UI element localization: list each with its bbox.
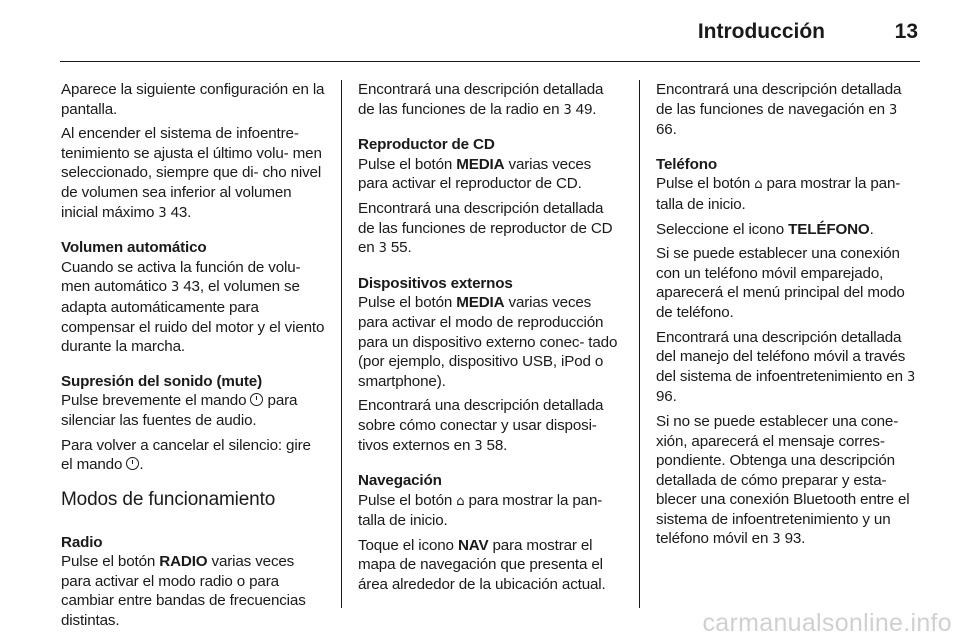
paragraph: Encontrará una descripción detallada sobre cómo conectar y usar disposi- tivos externos en 3 58.	[358, 397, 604, 454]
section-heading: Supresión del sonido (mute)	[61, 372, 262, 390]
page-ref-arrow-icon: 3	[906, 369, 916, 385]
column-2	[358, 80, 622, 600]
page-number: 13	[894, 20, 918, 43]
section-heading: Reproductor de CD	[358, 136, 495, 154]
section-phone: Teléfono Pulse el botón ⌂ para mostrar la pan- talla de inicio.	[656, 155, 920, 215]
paragraph: Aparece la siguiente configuración en la pantalla.	[61, 81, 325, 118]
icon-label-nav: NAV	[457, 536, 489, 554]
page-ref-arrow-icon: 3	[889, 102, 898, 118]
home-icon: ⌂	[456, 493, 465, 509]
section-radio: Radio Pulse el botón RADIO varias veces para activar el modo radio o para cambiar entre bandas de frecuencias distintas.	[61, 533, 325, 631]
paragraph: Si se puede establecer una conexión con un teléfono móvil emparejado, aparecerá el menú principal del modo de teléfono.	[656, 245, 905, 321]
section-external: Dispositivos externos Pulse el botón MEDIA varias veces para activar el modo de reproducción para un dispositivo externo conec- tado (por ejemplo, dispositivo USB, iPod o smartphone).	[358, 274, 622, 392]
section-heading: Dispositivos externos	[358, 274, 513, 292]
paragraph: Para volver a cancelar el silencio: gire el mando .	[61, 436, 311, 474]
home-icon: ⌂	[754, 177, 763, 193]
column-3	[656, 80, 920, 555]
page-ref-arrow-icon: 3	[158, 205, 167, 221]
header-rule	[60, 61, 920, 62]
button-label-media: MEDIA	[456, 155, 505, 173]
page-ref-arrow-icon: 3	[378, 241, 387, 257]
column-divider	[341, 80, 342, 608]
paragraph: Encontrará una descripción detallada de las funciones de navegación en 3 66.	[656, 81, 902, 139]
column-1	[61, 80, 325, 636]
watermark: carmanualsonline.info	[702, 609, 952, 637]
page-ref-arrow-icon: 3	[563, 102, 572, 118]
section-heading: Teléfono	[656, 155, 717, 173]
page-title: Introducción	[697, 20, 825, 43]
page-ref-arrow-icon: 3	[474, 438, 483, 454]
column-divider	[639, 80, 640, 608]
paragraph: Si no se puede establecer una cone- xión, aparecerá el mensaje corres- pondiente. Obtenga una descripción detallada de cómo preparar y esta- blecer una conexión Bluetooth entre el sistema de infoentretenimiento y un teléfono móvil en 3 93.	[656, 412, 910, 548]
page-header	[60, 18, 920, 58]
paragraph: Encontrará una descripción detallada de las funciones de la radio en 3 49.	[358, 81, 604, 118]
paragraph: Encontrará una descripción detallada de las funciones de reproductor de CD en 3 55.	[358, 199, 613, 257]
paragraph: Encontrará una descripción detallada del manejo del teléfono móvil a través del sistema de infoentretenimiento en 3 96.	[656, 328, 916, 406]
section-navigation: Navegación Pulse el botón ⌂ para mostrar la pan- talla de inicio.	[358, 471, 622, 531]
icon-label-telefono: TELÉFONO	[788, 220, 870, 238]
section-mute: Supresión del sonido (mute) Pulse brevemente el mando para silenciar las fuentes de audio.	[61, 372, 325, 431]
section-heading: Volumen automático	[61, 239, 207, 257]
section-heading: Navegación	[358, 472, 442, 490]
chapter-heading: Modos de funcionamiento	[61, 488, 276, 510]
paragraph: Toque el icono NAV para mostrar el mapa de navegación que presenta el área alrededor de la ubicación actual.	[358, 536, 606, 594]
section-heading: Radio	[61, 533, 103, 551]
section-cd: Reproductor de CD Pulse el botón MEDIA varias veces para activar el reproductor de CD.	[358, 135, 622, 194]
button-label-radio: RADIO	[159, 553, 208, 571]
paragraph: Al encender el sistema de infoentre- tenimiento se ajusta el último volu- men seleccionado, siempre que di- cho nivel de volumen sea inferior al volumen inicial máximo 3 43.	[61, 125, 322, 221]
power-knob-icon	[250, 393, 263, 406]
button-label-media: MEDIA	[456, 294, 505, 312]
power-knob-icon	[126, 457, 139, 470]
page-ref-arrow-icon: 3	[171, 280, 180, 296]
page-ref-arrow-icon: 3	[772, 532, 781, 548]
paragraph: Seleccione el icono TELÉFONO.	[656, 220, 874, 238]
section-volumen: Volumen automático Cuando se activa la función de volu- men automático 3 43, el volumen se adapta automáticamente para compensar el ruido del motor y el viento durante la marcha.	[61, 239, 325, 356]
